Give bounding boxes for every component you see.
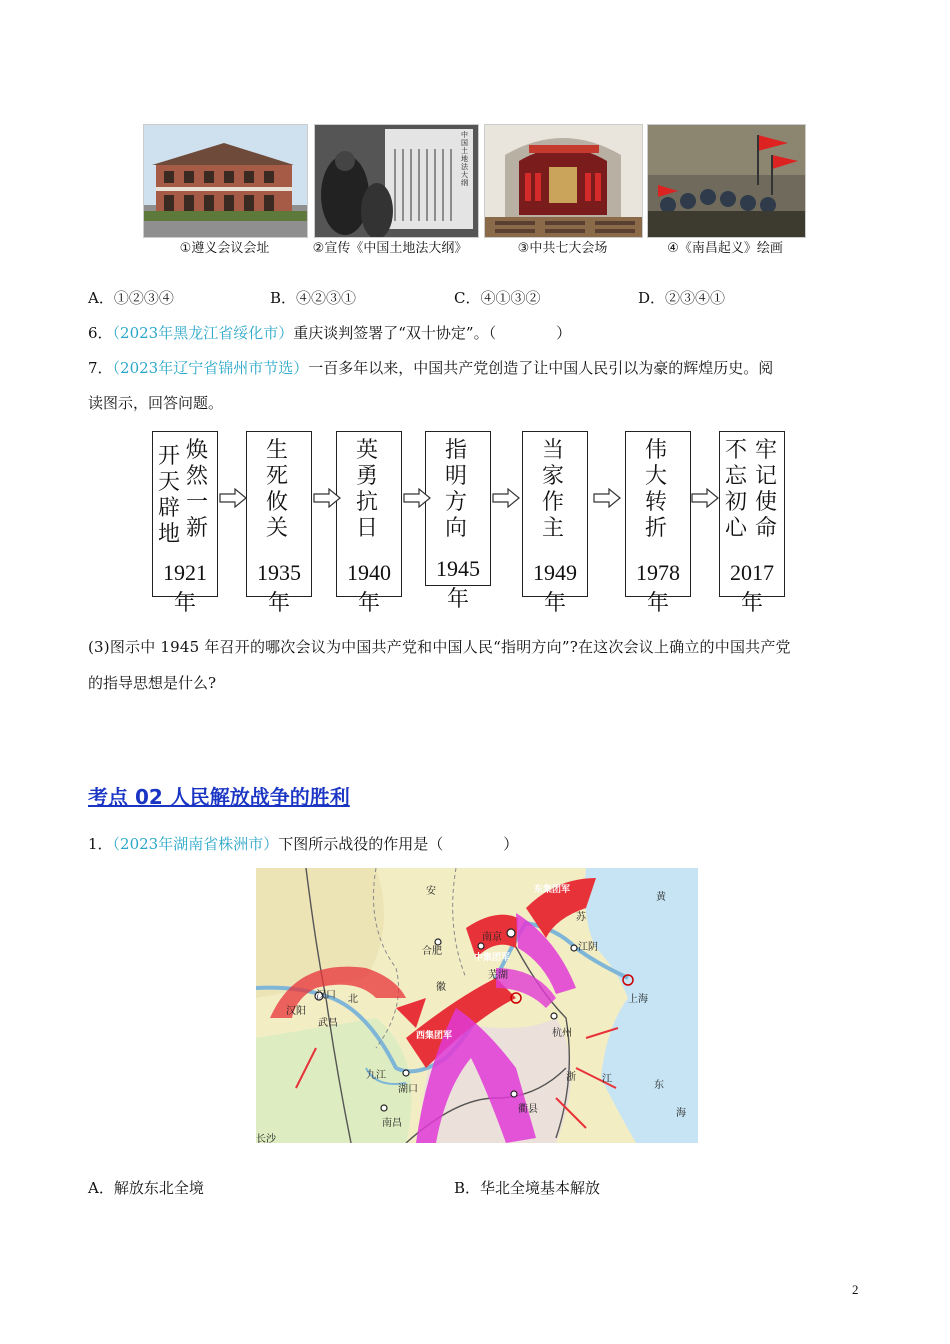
q7-text-line1: 一百多年以来，中国共产党创造了让中国人民引以为豪的辉煌历史。阅 bbox=[308, 359, 774, 377]
timeline-box bbox=[246, 431, 312, 615]
map-label-changsha: 长沙 bbox=[256, 1134, 276, 1143]
q7-number: 7． bbox=[88, 359, 113, 377]
timeline-box bbox=[719, 431, 785, 615]
map-label-hangzhou: 杭州 bbox=[552, 1028, 572, 1039]
timeline-year: 1949年 bbox=[533, 560, 577, 615]
timeline-year: 1921年 bbox=[163, 560, 207, 615]
q6-source: （2023年黑龙江省绥化市） bbox=[112, 324, 294, 342]
timeline-phrase: 牢记使命 bbox=[754, 438, 777, 541]
map-label-quxian: 衢县 bbox=[518, 1104, 538, 1115]
timeline-year: 1935年 bbox=[257, 560, 301, 615]
map-label-hai: 海 bbox=[676, 1108, 686, 1119]
seventh-congress-photo bbox=[484, 124, 643, 238]
timeline-year: 1945年 bbox=[436, 556, 480, 611]
timeline-arrow-icon bbox=[691, 488, 719, 508]
timeline-phrase: 伟大转折 bbox=[644, 438, 667, 541]
q6-number: 6． bbox=[88, 324, 113, 342]
s2q1-text: 下图所示战役的作用是（ ） bbox=[278, 835, 519, 853]
timeline-phrase: 指明方向 bbox=[444, 438, 467, 541]
photo-caption-1: ①遵义会议会址 bbox=[179, 241, 270, 256]
photo-caption-3: ③中共七大会场 bbox=[517, 241, 608, 256]
s2q1-source: （2023年湖南省株洲市） bbox=[112, 835, 279, 853]
map-label-nanjing: 南京 bbox=[482, 932, 502, 943]
timeline-phrase: 不忘初心 bbox=[724, 438, 747, 541]
timeline-box bbox=[152, 431, 218, 615]
q5-option-a: A．①②③④ bbox=[88, 289, 174, 307]
q7-sub3-line1: (3)图示中 1945 年召开的哪次会议为中国共产党和中国人民“指明方向”?在这次会议上确立的中国共产党 bbox=[88, 638, 791, 656]
map-label-wuhu: 芜湖 bbox=[488, 970, 508, 981]
timeline-arrow-icon bbox=[593, 488, 621, 508]
timeline-box bbox=[625, 431, 691, 615]
map-label-wuchang: 武昌 bbox=[318, 1018, 338, 1029]
s2q1-option-b: B．华北全境基本解放 bbox=[454, 1179, 601, 1197]
map-label-shanghai: 上海 bbox=[628, 994, 648, 1005]
q5-option-c: C．④①③② bbox=[454, 289, 541, 307]
page-number: 2 bbox=[852, 1282, 859, 1297]
s2-question-1 bbox=[88, 834, 518, 854]
timeline-box bbox=[522, 431, 588, 615]
question-7 bbox=[88, 358, 773, 378]
q6-text: 重庆谈判签署了“双十协定”。（ ） bbox=[293, 324, 572, 342]
timeline-arrow-icon bbox=[313, 488, 341, 508]
map-label-dong: 东 bbox=[654, 1080, 664, 1091]
timeline-phrase: 开天辟地 bbox=[157, 444, 180, 547]
map-label-hukou: 湖口 bbox=[398, 1084, 418, 1095]
map-label-jiangyin: 江阴 bbox=[578, 942, 598, 953]
map-label-huanghai: 黄 bbox=[656, 892, 666, 903]
s2q1-option-a: A．解放东北全境 bbox=[88, 1179, 204, 1197]
timeline-arrow-icon bbox=[219, 488, 247, 508]
map-label-an: 安 bbox=[426, 886, 436, 897]
land-law-photo bbox=[314, 124, 479, 238]
timeline-phrase: 生死攸关 bbox=[265, 438, 288, 541]
map-label-army-west: 西集团军 bbox=[416, 1031, 453, 1041]
map-label-army-east: 东集团军 bbox=[534, 885, 571, 895]
timeline-arrow-icon bbox=[403, 488, 431, 508]
photo-caption-2: ②宣传《中国土地法大纲》 bbox=[312, 241, 468, 256]
zunyi-site-photo bbox=[143, 124, 308, 238]
map-label-zhe: 浙 bbox=[566, 1072, 576, 1083]
q5-option-b: B．④②③① bbox=[270, 289, 357, 307]
timeline-phrase: 焕然一新 bbox=[185, 438, 208, 541]
map-label-jiujiang: 九江 bbox=[366, 1070, 386, 1081]
question-6 bbox=[88, 323, 571, 343]
map-label-army-mid: 中集团军 bbox=[474, 953, 511, 963]
timeline-year: 1940年 bbox=[347, 560, 391, 615]
timeline-phrase: 当家作主 bbox=[541, 438, 564, 541]
map-label-jiang: 江 bbox=[602, 1074, 612, 1085]
timeline-box bbox=[336, 431, 402, 615]
section-heading: 考点 02 人民解放战争的胜利 bbox=[88, 785, 350, 809]
q7-source: （2023年辽宁省锦州市节选） bbox=[112, 359, 309, 377]
map-label-hankou: 汉口 bbox=[316, 990, 336, 1001]
timeline-year: 1978年 bbox=[636, 560, 680, 615]
photo-caption-4: ④《南昌起义》绘画 bbox=[667, 241, 783, 256]
timeline-year: 2017年 bbox=[730, 560, 774, 615]
timeline-arrow-icon bbox=[492, 488, 520, 508]
q7-sub3-line2: 的指导思想是什么? bbox=[88, 674, 217, 692]
q5-option-d: D．②③④① bbox=[638, 289, 726, 307]
map-label-su: 苏 bbox=[576, 912, 586, 923]
map-label-hui: 徽 bbox=[436, 982, 446, 993]
map-label-hefei: 合肥 bbox=[422, 946, 442, 957]
timeline-box bbox=[425, 431, 491, 611]
campaign-map bbox=[256, 868, 698, 1143]
timeline-phrase: 英勇抗日 bbox=[355, 438, 378, 541]
nanchang-uprising-painting bbox=[647, 124, 806, 238]
s2q1-number: 1． bbox=[88, 835, 113, 853]
map-label-hanyang: 汉阳 bbox=[286, 1006, 306, 1017]
q7-text-line2: 读图示，回答问题。 bbox=[88, 394, 224, 412]
map-label-bei: 北 bbox=[348, 994, 358, 1005]
land-law-poster-title: 中国土地法大纲 bbox=[461, 131, 468, 187]
map-label-nanchang: 南昌 bbox=[382, 1118, 402, 1129]
